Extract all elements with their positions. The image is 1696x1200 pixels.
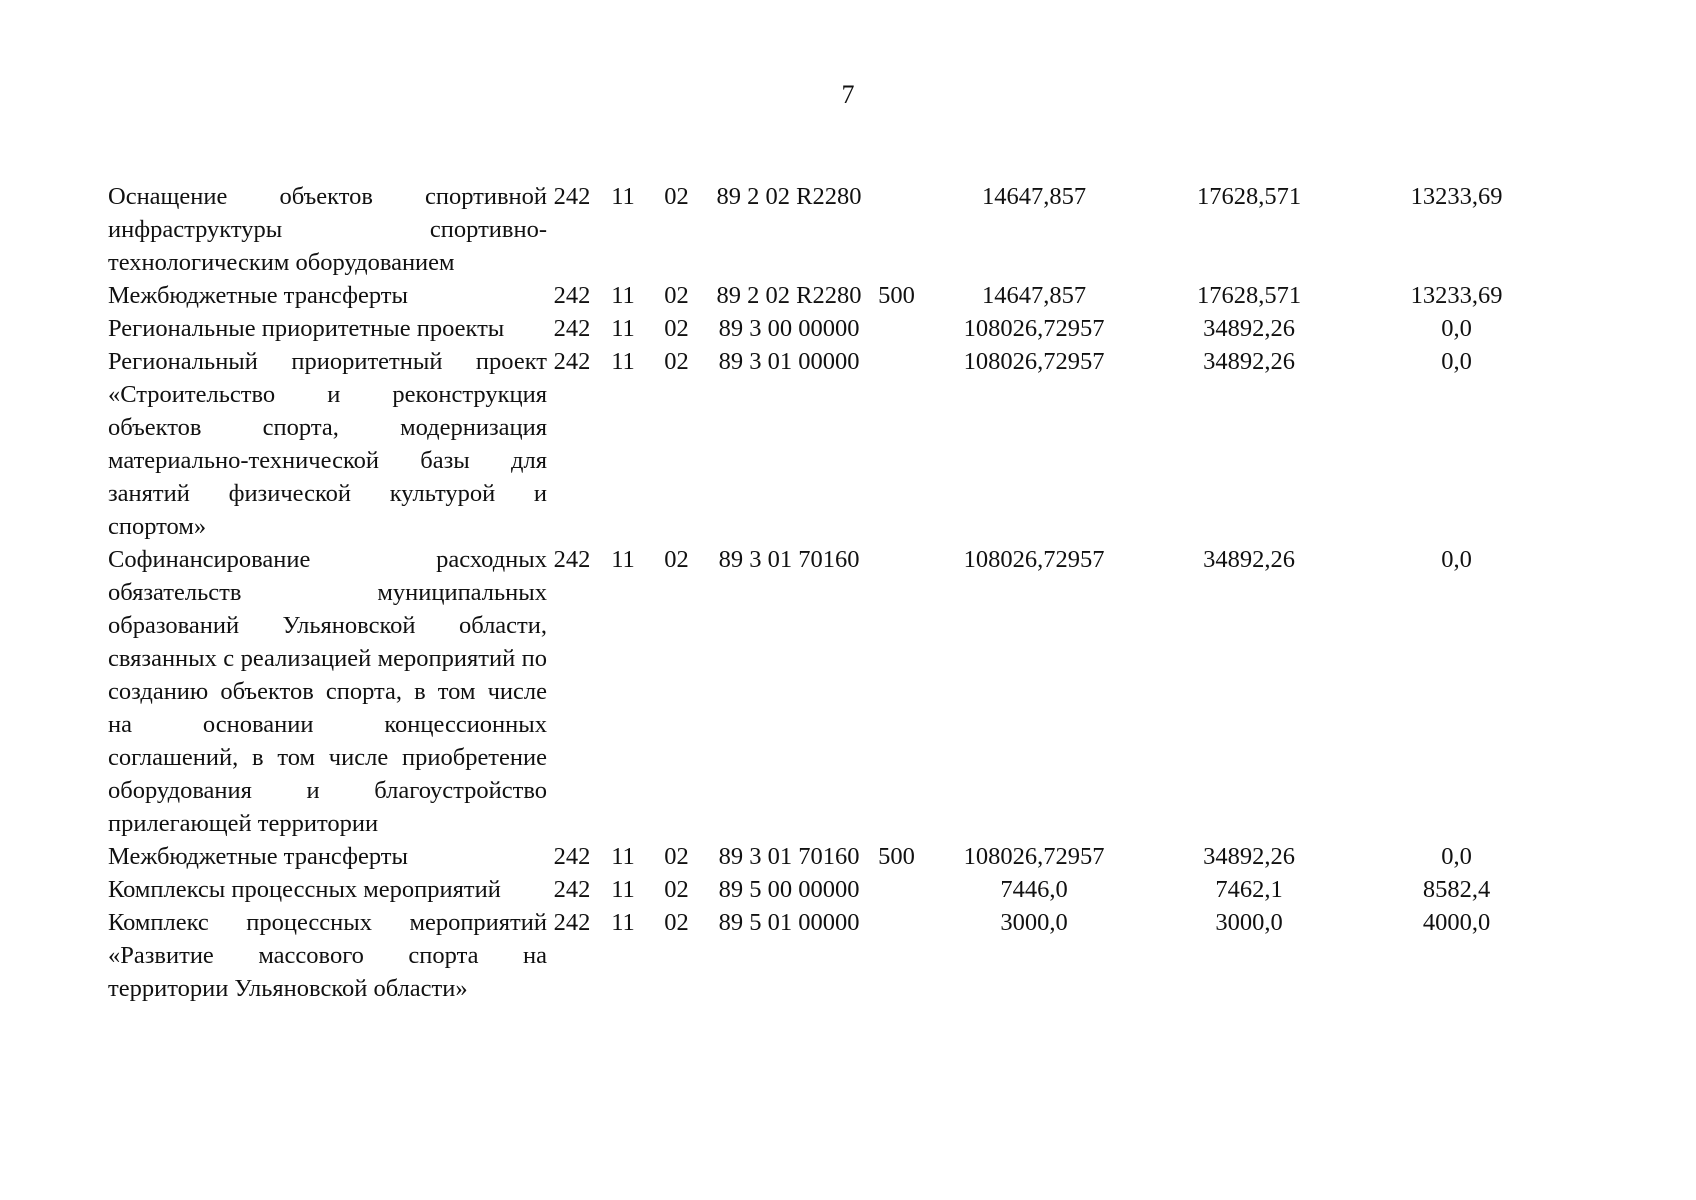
code-section: 11 xyxy=(611,282,635,309)
amount-year-1: 7446,0 xyxy=(1000,876,1068,903)
row-name: Региональный приоритетный проект «Строительство и реконструкция объектов спорта, модернизация материально-технической базы для занятий физической культурой и спортом» xyxy=(108,348,547,540)
amount-year-2: 34892,26 xyxy=(1203,546,1295,573)
amount-year-1: 108026,72957 xyxy=(963,315,1105,342)
amount-year-3: 13233,69 xyxy=(1410,183,1503,210)
budget-table xyxy=(108,180,1564,1005)
code-target-article: 89 2 02 R2280 xyxy=(716,183,862,210)
amount-year-2: 34892,26 xyxy=(1203,315,1295,342)
code-target-article: 89 5 00 00000 xyxy=(718,876,860,903)
code-subsection: 02 xyxy=(664,282,689,309)
code-ministry: 242 xyxy=(553,348,591,375)
code-section: 11 xyxy=(611,843,635,870)
row-name: Межбюджетные трансферты xyxy=(108,282,408,309)
code-expense-type xyxy=(874,906,919,1005)
table-row xyxy=(108,180,1564,279)
code-target-article: 89 3 01 00000 xyxy=(718,348,860,375)
amount-year-2: 34892,26 xyxy=(1203,843,1295,870)
code-section: 11 xyxy=(611,909,635,936)
code-target-article: 89 3 01 70160 xyxy=(718,843,860,870)
code-ministry: 242 xyxy=(553,909,591,936)
code-section: 11 xyxy=(611,183,635,210)
row-name: Региональные приоритетные проекты xyxy=(108,315,505,342)
amount-year-1: 108026,72957 xyxy=(963,348,1105,375)
code-ministry: 242 xyxy=(553,282,591,309)
page-number: 7 xyxy=(841,80,855,109)
amount-year-3: 0,0 xyxy=(1441,315,1472,342)
amount-year-3: 0,0 xyxy=(1441,843,1472,870)
row-name: Комплексы процессных мероприятий xyxy=(108,876,501,903)
code-subsection: 02 xyxy=(664,876,689,903)
amount-year-2: 7462,1 xyxy=(1215,876,1283,903)
amount-year-1: 108026,72957 xyxy=(963,843,1105,870)
table-row xyxy=(108,312,1564,345)
table-row xyxy=(108,543,1564,840)
code-target-article: 89 5 01 00000 xyxy=(718,909,860,936)
table-row xyxy=(108,873,1564,906)
code-expense-type: 500 xyxy=(878,843,915,870)
amount-year-1: 14647,857 xyxy=(981,183,1087,210)
row-name: Межбюджетные трансферты xyxy=(108,843,408,870)
amount-year-1: 108026,72957 xyxy=(963,546,1105,573)
code-section: 11 xyxy=(611,546,635,573)
code-ministry: 242 xyxy=(553,843,591,870)
amount-year-2: 3000,0 xyxy=(1215,909,1283,936)
code-expense-type xyxy=(874,873,919,906)
code-section: 11 xyxy=(611,348,635,375)
code-ministry: 242 xyxy=(553,183,591,210)
amount-year-3: 13233,69 xyxy=(1410,282,1503,309)
code-target-article: 89 3 01 70160 xyxy=(718,546,860,573)
code-expense-type xyxy=(874,180,919,279)
code-subsection: 02 xyxy=(664,546,689,573)
amount-year-3: 0,0 xyxy=(1441,348,1472,375)
code-section: 11 xyxy=(611,876,635,903)
amount-year-3: 8582,4 xyxy=(1422,876,1491,903)
code-expense-type xyxy=(874,312,919,345)
row-name: Комплекс процессных мероприятий «Развитие массового спорта на территории Ульяновской области» xyxy=(108,909,547,1002)
table-row xyxy=(108,279,1564,312)
amount-year-1: 3000,0 xyxy=(1000,909,1068,936)
code-subsection: 02 xyxy=(664,909,689,936)
code-target-article: 89 2 02 R2280 xyxy=(716,282,862,309)
amount-year-2: 34892,26 xyxy=(1203,348,1295,375)
table-row xyxy=(108,345,1564,543)
code-ministry: 242 xyxy=(553,315,591,342)
code-ministry: 242 xyxy=(553,876,591,903)
code-section: 11 xyxy=(611,315,635,342)
code-ministry: 242 xyxy=(553,546,591,573)
amount-year-2: 17628,571 xyxy=(1196,183,1302,210)
table-row xyxy=(108,840,1564,873)
amount-year-3: 0,0 xyxy=(1441,546,1472,573)
table-row xyxy=(108,906,1564,1005)
amount-year-2: 17628,571 xyxy=(1196,282,1302,309)
row-name: Оснащение объектов спортивной инфраструктуры спортивно-технологическим оборудованием xyxy=(108,183,547,276)
code-expense-type xyxy=(874,543,919,840)
code-subsection: 02 xyxy=(664,843,689,870)
code-subsection: 02 xyxy=(664,348,689,375)
code-subsection: 02 xyxy=(664,183,689,210)
code-target-article: 89 3 00 00000 xyxy=(718,315,860,342)
amount-year-1: 14647,857 xyxy=(981,282,1087,309)
code-expense-type xyxy=(874,345,919,543)
code-expense-type: 500 xyxy=(878,282,915,309)
row-name: Софинансирование расходных обязательств муниципальных образований Ульяновской области, связанных с реализацией мероприятий по созданию объектов спорта, в том числе на основании концессионных соглашений, в том числе приобретение оборудования и благоустройство прилегающей территории xyxy=(108,546,547,837)
amount-year-3: 4000,0 xyxy=(1422,909,1491,936)
code-subsection: 02 xyxy=(664,315,689,342)
